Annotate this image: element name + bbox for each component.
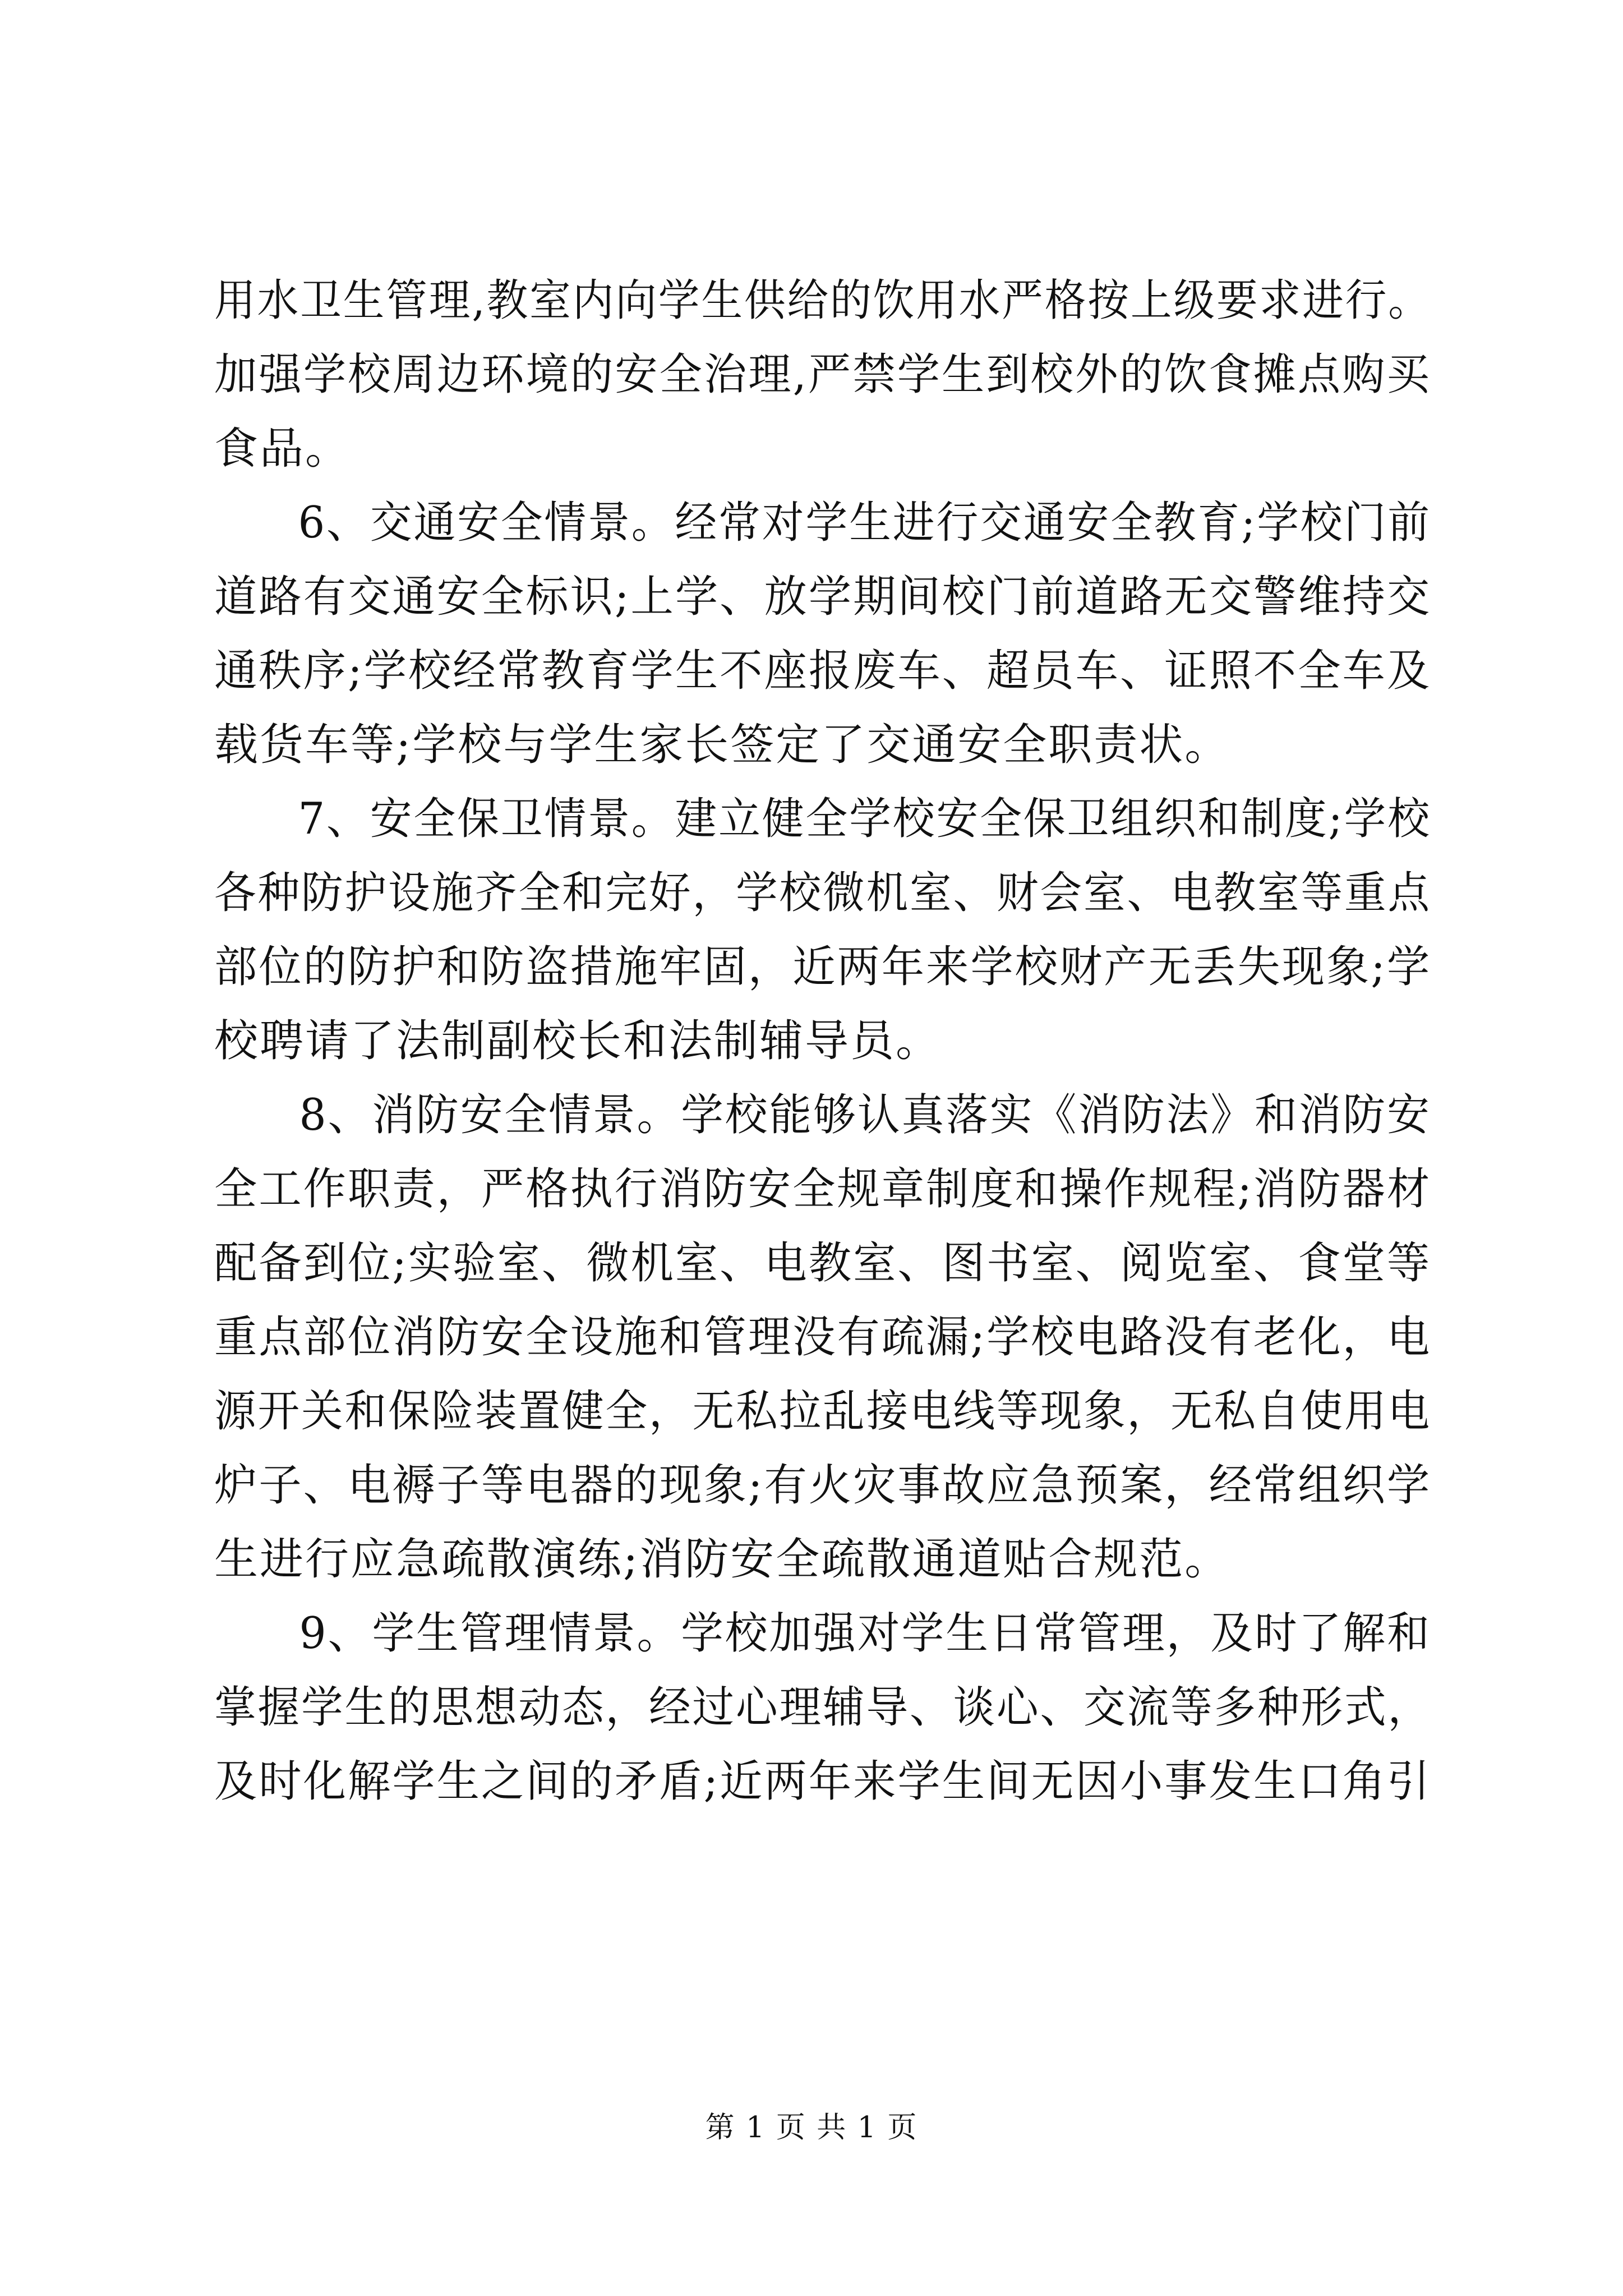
text-line: 部位的防护和防盗措施牢固，近两年来学校财产无丢失现象;学 bbox=[214, 942, 1432, 992]
text-line: 7、安全保卫情景。建立健全学校安全保卫组织和制度;学校 bbox=[298, 794, 1431, 844]
text-line: 用水卫生管理,教室内向学生供给的饮用水严格按上级要求进行。 bbox=[214, 275, 1431, 326]
text-line: 各种防护设施齐全和完好，学校微机室、财会室、电教室等重点 bbox=[214, 868, 1432, 918]
text-line: 及时化解学生之间的矛盾;近两年来学生间无因小事发生口角引 bbox=[214, 1756, 1432, 1807]
text-line: 校聘请了法制副校长和法制辅导员。 bbox=[214, 1016, 942, 1066]
text-line: 6、交通安全情景。经常对学生进行交通安全教育;学校门前 bbox=[298, 498, 1431, 548]
text-line: 通秩序;学校经常教育学生不座报废车、超员车、证照不全车及 bbox=[214, 646, 1432, 696]
document-body bbox=[214, 264, 1431, 1819]
paragraph-traffic-safety bbox=[214, 486, 1431, 782]
page-number-footer: 第 1 页 共 1 页 bbox=[705, 2111, 918, 2145]
text-line: 配备到位;实验室、微机室、电教室、图书室、阅览室、食堂等 bbox=[214, 1238, 1432, 1289]
paragraph-water-hygiene bbox=[214, 264, 1431, 486]
text-line: 9、学生管理情景。学校加强对学生日常管理，及时了解和 bbox=[299, 1608, 1431, 1659]
paragraph-fire-safety bbox=[214, 1078, 1431, 1596]
text-line: 重点部位消防安全设施和管理没有疏漏;学校电路没有老化，电 bbox=[214, 1312, 1432, 1363]
text-line: 8、消防安全情景。学校能够认真落实《消防法》和消防安 bbox=[299, 1090, 1431, 1140]
paragraph-security bbox=[214, 782, 1431, 1078]
text-line: 炉子、电褥子等电器的现象;有火灾事故应急预案，经常组织学 bbox=[214, 1460, 1432, 1511]
text-line: 源开关和保险装置健全，无私拉乱接电线等现象，无私自使用电 bbox=[214, 1386, 1432, 1437]
text-line: 全工作职责，严格执行消防安全规章制度和操作规程;消防器材 bbox=[214, 1164, 1432, 1214]
paragraph-student-management bbox=[214, 1596, 1431, 1819]
text-line: 道路有交通安全标识;上学、放学期间校门前道路无交警维持交 bbox=[214, 572, 1432, 622]
text-line: 生进行应急疏散演练;消防安全疏散通道贴合规范。 bbox=[214, 1534, 1230, 1585]
text-line: 掌握学生的思想动态，经过心理辅导、谈心、交流等多种形式， bbox=[214, 1682, 1432, 1733]
text-line: 食品。 bbox=[214, 424, 351, 474]
text-line: 载货车等;学校与学生家长签定了交通安全职责状。 bbox=[214, 720, 1230, 770]
text-line: 加强学校周边环境的安全治理,严禁学生到校外的饮食摊点购买 bbox=[214, 349, 1431, 400]
